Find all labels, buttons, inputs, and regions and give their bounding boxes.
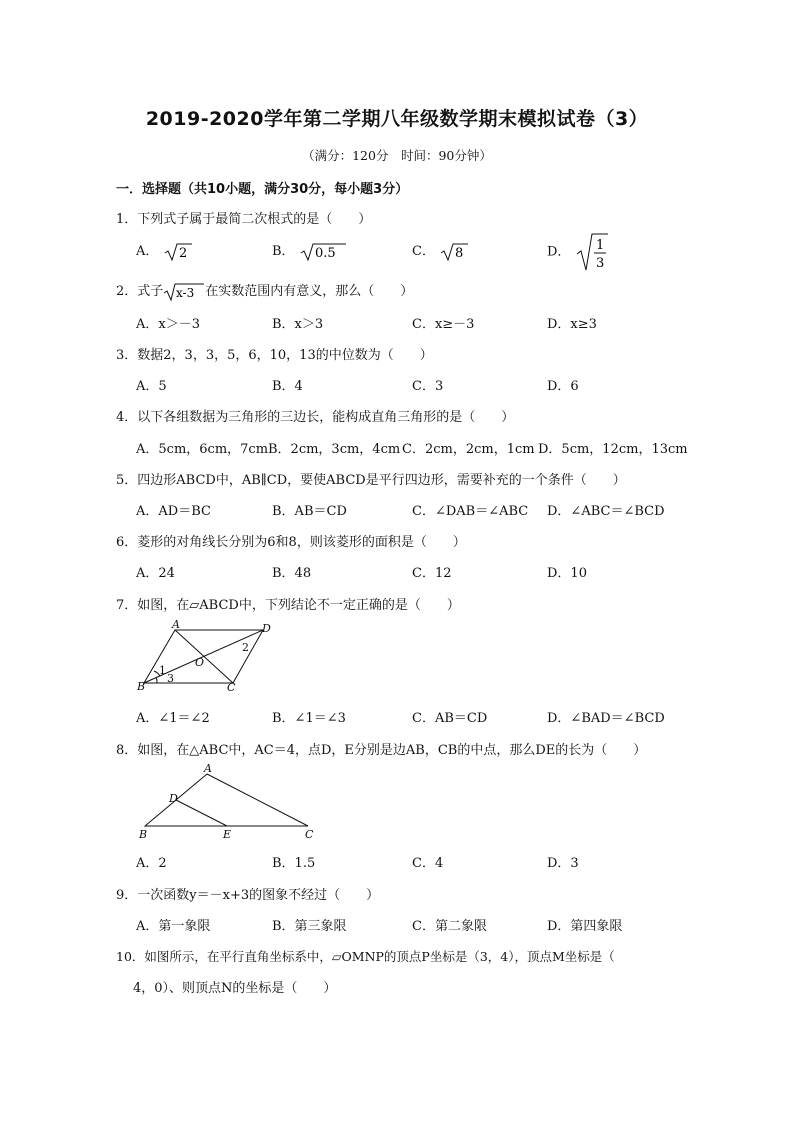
question-5-option-c: C．∠DAB＝∠ABC [412,504,529,519]
question-2-option-b: B．x＞3 [272,317,324,332]
vertex-label-c: C [305,828,314,840]
angle-3-arc [156,677,157,683]
question-8-stem: 8．如图，在△ABC中，AC＝4，点D，E分别是边AB，CB的中点，那么DE的长为（ ） [116,743,647,758]
radicand: x-3 [176,285,195,300]
question-2-stem: 2．式子 x-3 在实数范围内有意义，那么（ ） [116,280,413,302]
question-8-option-c: C．4 [412,856,444,871]
question-9-stem: 9．一次函数y＝－x+3的图象不经过（ ） [116,888,380,903]
question-7-option-c: C．AB＝CD [412,711,488,726]
vertex-label-c: C [227,681,236,694]
center-label-o: O [195,656,205,669]
question-6-option-a: A．24 [136,566,175,581]
question-3-option-d: D．6 [547,379,579,394]
question-3-option-c: C．3 [412,379,444,394]
question-3-stem: 3．数据2，3，3，5，6，10，13的中位数为（ ） [116,348,433,363]
vertex-label-b: B [139,828,148,840]
question-6-option-d: D．10 [547,566,587,581]
question-4-stem: 4．以下各组数据为三角形的三边长，能构成直角三角形的是（ ） [116,410,515,425]
vertex-label-a: A [172,620,180,631]
question-3-option-a: A．5 [136,379,167,394]
question-1-option-d: D． 1 3 [547,232,609,272]
question-9-option-b: B．第三象限 [272,919,347,934]
question-4-option-d: D．5cm，12cm，13cm [538,442,688,457]
question-1-option-b: B． 0.5 [272,240,347,262]
question-3-option-b: B．4 [272,379,303,394]
radicand: 0.5 [314,245,336,261]
point-label-e: E [223,828,232,840]
question-9-option-c: C．第二象限 [412,919,487,934]
page-title: 2019-2020学年第二学期八年级数学期末模拟试卷（3） [145,108,649,130]
question-7-option-a: A．∠1＝∠2 [136,711,210,726]
parallelogram-figure [133,620,283,694]
sqrt-fraction-symbol [575,232,609,272]
question-7-option-d: D．∠BAD＝∠BCD [547,711,665,726]
question-10-stem: 10．如图所示，在平行直角坐标系中，▱OMNP的顶点P坐标是（3，4），顶点M坐标是（ [116,949,615,964]
question-6-option-b: B．48 [272,566,312,581]
question-6-stem: 6．菱形的对角线长分别为6和8，则该菱形的面积是（ ） [116,535,466,550]
fraction-denominator: 3 [595,256,604,271]
radicand: 8 [455,245,464,261]
vertex-label-d: D [262,622,271,635]
question-6-option-c: C．12 [412,566,452,581]
sqrt-symbol [163,282,205,302]
sqrt-symbol [299,242,347,262]
section-heading: 一．选择题（共10小题，满分30分，每小题3分） [116,182,409,197]
vertex-label-a: A [204,762,212,775]
question-7-stem: 7．如图，在▱ABCD中，下列结论不一定正确的是（ ） [116,598,460,613]
sqrt-symbol [439,242,469,262]
question-1-option-c: C． 8 [412,240,469,262]
question-2-option-c: C．x≥－3 [412,317,475,332]
triangle-figure [133,762,323,840]
angle-label-3: 3 [167,672,174,685]
midline-de [176,800,227,826]
angle-label-1: 1 [159,664,166,677]
exam-subtitle: （满分：120分 时间：90分钟） [302,148,492,163]
question-2-option-a: A．x＞－3 [136,317,200,332]
question-5-option-d: D．∠ABC＝∠BCD [547,504,665,519]
angle-label-2: 2 [242,641,249,654]
radicand: 2 [178,245,187,261]
question-5-stem: 5．四边形ABCD中，AB∥CD，要使ABCD是平行四边形，需要补充的一个条件（ ） [116,473,626,488]
question-4-option-c: C．2cm，2cm，1cm [402,442,535,457]
question-8-option-b: B．1.5 [272,856,316,871]
question-7-option-b: B．∠1＝∠3 [272,711,346,726]
question-5-option-b: B．AB＝CD [272,504,347,519]
vertex-label-b: B [137,680,146,693]
fraction-numerator: 1 [595,238,604,253]
question-8-option-a: A．2 [136,856,167,871]
question-8-option-d: D．3 [547,856,579,871]
question-9-option-d: D．第四象限 [547,919,623,934]
question-5-option-a: A．AD＝BC [136,504,211,519]
question-10-stem-line2: 4，0）、则顶点N的坐标是（ ） [133,981,337,996]
question-1-stem: 1．下列式子属于最简二次根式的是（ ） [116,212,372,227]
question-2-option-d: D．x≥3 [547,317,597,332]
question-4-option-a: A．5cm，6cm，7cm [136,442,269,457]
question-1-option-a: A． 2 [136,240,193,262]
question-9-option-a: A．第一象限 [136,919,211,934]
sqrt-symbol [163,242,193,262]
question-4-option-b: B．2cm，3cm，4cm [268,442,401,457]
point-label-d: D [169,792,178,805]
